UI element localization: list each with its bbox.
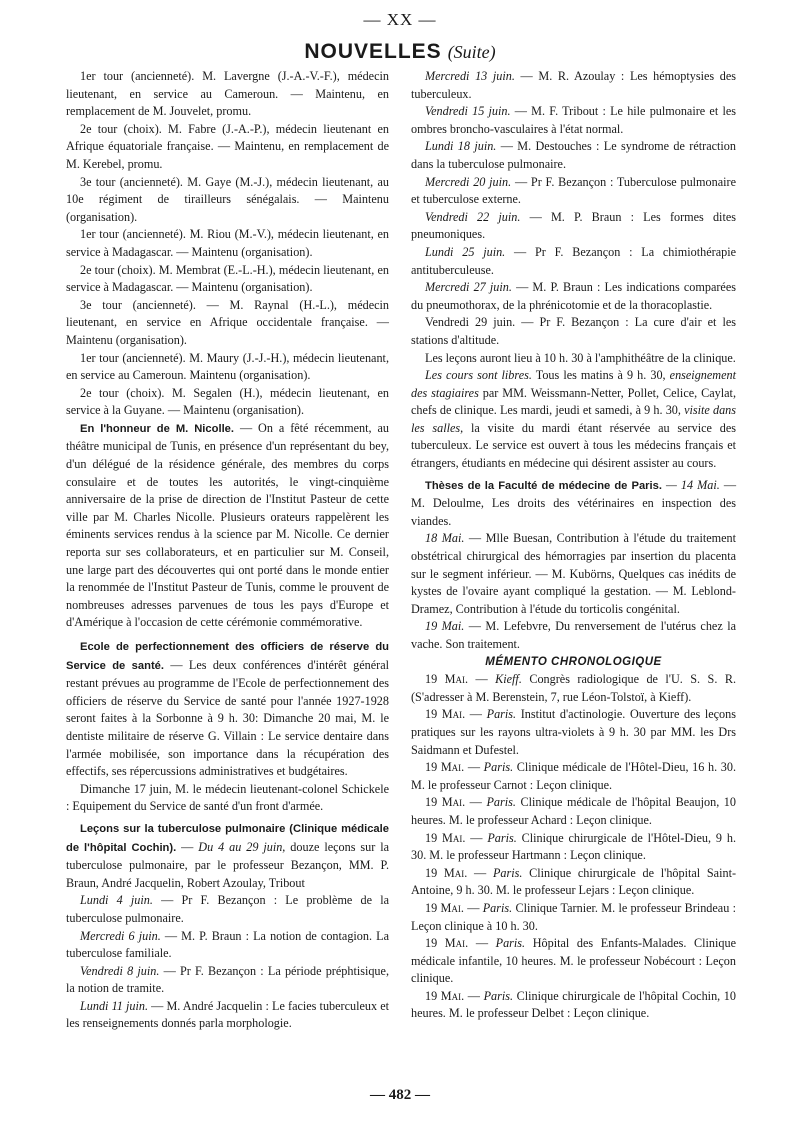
lesson-text: — Pr F. Bezançon : La période préphtisique, la notion de tramite. — [66, 963, 389, 996]
lesson-text: — Pr F. Bezançon : La chimiothérapie antituberculeuse. — [411, 244, 736, 277]
lesson-date: Vendredi 15 juin. — [425, 104, 511, 119]
memento-entry: 19 Mai. — Paris. Clinique chirurgicale de l'Hôtel-Dieu, 9 h. 30. M. le professeur Hartmann : Leçon clinique. — [411, 830, 736, 863]
memento-date: 19 Mai. — [425, 830, 466, 845]
lesson-text: — M. P. Braun : Les formes dites pneumoniques. — [411, 209, 736, 242]
memento-date: 19 Mai. — [425, 936, 469, 951]
theses-date-2: 18 Mai. — [425, 531, 465, 546]
ecole-text: — Les deux conférences d'intérêt général restant prévues au programme de l'Ecole de perfectionnement des officiers de réserve du Service de santé pour l'année 1927-1928 seront faites à la Sorbonne à 9 h. 30: Dimanche 20 mai, M. le dentiste militaire de réserve G. Villain : Le service dentaire dans l'armée mobilisée, son importance dans la récupération des effectifs, ses répercussions administratives et budgétaires. — [66, 657, 389, 779]
cochin-paragraph: Leçons sur la tuberculose pulmonaire (Clinique médicale de l'hôpital Cochin). — Du 4 au 29 juin, douze leçons sur la tuberculose pulmonaire, par le professeur Bezançon, MM. P. Braun, André Jacquelin, Robert Azoulay, Tribout — [66, 822, 389, 890]
promotion-item: 2e tour (choix). M. Segalen (H.), médecin lieutenant, en service à la Guyane. — Maintenu (organisation). — [66, 385, 389, 418]
theses-text-1: — M. Deloulme, Les droits des vétérinaires en inspection des viandes. — [411, 477, 737, 528]
memento-date: 19 Mai. — [425, 865, 468, 880]
memento-entry: 19 Mai. — Paris. Clinique médicale de l'Hôtel-Dieu, 16 h. 30. M. le professeur Carnot : Leçon clinique. — [411, 760, 737, 792]
courses-text-3: la visite du mardi étant réservée au service des tuberculeux. Le service est ouvert à tous les médecins français et étrangers, étudiants en médecine qui désirent assister au cours. — [411, 420, 736, 471]
memento-place: Paris. — [492, 865, 523, 880]
lesson-date: Mercredi 27 juin. — [425, 280, 512, 295]
memento-date: 19 Mai. — [425, 795, 466, 810]
lesson-text: — M. F. Tribout : Le hile pulmonaire et les ombres broncho-vasculaires à l'état normal. — [411, 104, 736, 136]
lesson-item — [411, 174, 736, 209]
memento-place: Paris. — [486, 795, 516, 810]
theses-heading: Thèses de la Faculté de médecine de Paris. — [425, 479, 662, 492]
ecole-paragraph-2: Dimanche 17 juin, M. le médecin lieutenant-colonel Schickele : Equipement du Service de santé d'un front d'armée. — [66, 781, 389, 814]
memento-place: Paris. — [482, 900, 513, 915]
lesson-text: — M. Destouches : Le syndrome de rétraction dans la tuberculose pulmonaire. — [411, 139, 736, 171]
memento-entry: 19 Mai. — Paris. Clinique Tarnier. M. le professeur Brindeau : Leçon clinique à 10 h. 30. — [411, 900, 736, 933]
lesson-date: Mercredi 20 juin. — [425, 174, 512, 189]
memento-place: Paris. — [486, 707, 517, 722]
memento-text: Clinique chirurgicale de l'hôpital Cochin, 10 heures. M. le professeur Delbet : Leçon clinique. — [411, 988, 736, 1021]
ecole-paragraph — [66, 638, 389, 781]
memento-text: Hôpital des Enfants-Malades. Clinique médicale infantile, 10 heures. M. le professeur Nobécourt : Leçon clinique. — [411, 936, 737, 986]
lesson-item — [411, 209, 736, 244]
memento-heading: MÉMENTO CHRONOLOGIQUE — [485, 655, 662, 668]
courses-visite: visite dans les salles, — [411, 403, 736, 435]
memento-place: Paris. — [483, 760, 514, 775]
memento-place: Paris. — [495, 936, 526, 951]
memento-text: Congrès radiologique de l'U. S. S. R. (S'adresser à M. Berenstein, 7, rue Léon-Tolstoï, à Kieff). — [411, 672, 737, 704]
promotion-item: 1er tour (ancienneté). M. Maury (J.-J.-H.), médecin lieutenant, en service au Cameroun. Maintenu (organisation). — [66, 350, 389, 383]
memento-place: Paris. — [483, 988, 514, 1003]
promotion-item: 1er tour (ancienneté). M. Riou (M.-V.), médecin lieutenant, en service à Madagascar. — Maintenu (organisation). — [66, 227, 389, 259]
lesson-item — [411, 314, 736, 349]
lesson-date: Mercredi 13 juin. — [425, 69, 515, 83]
memento-date: 19 Mai. — [425, 672, 469, 687]
theses-date-3: 19 Mai. — [425, 619, 465, 634]
lesson-item — [411, 138, 736, 173]
lessons-location: Les leçons auront lieu à 10 h. 30 à l'amphithéâtre de la clinique. — [425, 350, 736, 365]
page-number: — 482 — — [370, 1087, 430, 1103]
nicolle-text: — On a fêté récemment, au théâtre municipal de Tunis, en présence d'un représentant du bey, d'un délégué de la résidence générale, des membres du corps consulaire et de toutes les autorités, le vingt-cinquième anniversaire de la prise de direction de l'Institut Pasteur de cette ville par M. Charles Nicolle. Plusieurs orateurs rappelèrent les éminents services rendus à la science par M. Nicolle. Ce dernier reporta sur ses collaborateurs, et en particulier sur M. Conseil, une large part des découvertes qui ont porté dans le monde entier la renommée de l'Institut Pasteur de Tunis, comme le prouvent de nombreuses adresses parvenues de tous les pays d'Europe et d'Amérique à l'occasion de cette cérémonie commémorative. — [66, 420, 389, 630]
ecole-heading: Ecole de perfectionnement des officiers de réserve du Service de santé. — [66, 641, 389, 672]
left-column — [66, 68, 389, 1033]
memento-place: Kieff. — [495, 672, 522, 687]
lesson-date: Lundi 11 juin. — [80, 998, 148, 1013]
lesson-item — [411, 244, 736, 279]
lesson-text: — M. P. Braun : Les indications comparées du pneumothorax, de la phrénicotomie et de la thoracoplastie. — [411, 280, 736, 312]
lesson-item — [66, 928, 389, 963]
theses-paragraph — [411, 477, 736, 531]
lesson-text: — Pr F. Bezançon : Tuberculose pulmonaire et tuberculose externe. — [411, 174, 736, 207]
theses-text-2: — Mlle Buesan, Contribution à l'étude du traitement obstétrical chirurgical des hémorragies par insertion du placenta sur le segment inférieur. — M. Kubörns, Quelques cas inédits de kystes de l'ovaire ayant compliqué la gestation. — M. Leblond-Dramez, Contribution à l'étude du torticolis congénital. — [411, 531, 737, 616]
lesson-text: — M. André Jacquelin : Le facies tuberculeux et les renseignements donnés parla morphologie. — [66, 998, 390, 1031]
lesson-date: Vendredi 8 juin. — [80, 963, 160, 978]
lesson-item — [66, 963, 389, 998]
memento-entry: 19 Mai. — Kieff. Congrès radiologique de l'U. S. S. R. (S'adresser à M. Berenstein, 7, rue Léon-Tolstoï, à Kieff). — [411, 672, 737, 704]
memento-entry: 19 Mai. — Paris. Clinique médicale de l'hôpital Beaujon, 10 heures. M. le professeur Achard : Leçon clinique. — [411, 795, 736, 827]
lesson-date: Lundi 25 juin. — [425, 244, 506, 259]
nicolle-paragraph — [66, 420, 389, 632]
promotion-item: 2e tour (choix). M. Fabre (J.-A.-P.), médecin lieutenant en Afrique équatoriale française. — Maintenu, en remplacement de M. Kerebel, promu. — [66, 121, 389, 171]
memento-place: Paris. — [487, 830, 517, 845]
memento-date: 19 Mai. — [425, 760, 465, 775]
page-roman-numeral: — XX — — [363, 10, 437, 29]
courses-paragraph — [411, 367, 736, 473]
lesson-date: Lundi 4 juin. — [80, 893, 153, 908]
lesson-text: — Pr F. Bezançon : Le problème de la tuberculose pulmonaire. — [66, 893, 390, 925]
section-title-text: NOUVELLES — [304, 40, 442, 63]
cochin-heading: Leçons sur la tuberculose pulmonaire (Clinique médicale de l'hôpital Cochin). — [66, 822, 389, 854]
lesson-item — [66, 998, 389, 1033]
courses-stagiaires: enseignement des stagiaires — [411, 368, 736, 400]
promotion-item: 1er tour (ancienneté). M. Lavergne (J.-A.-V.-F.), médecin lieutenant, en service au Cameroun. — Maintenu, en remplacement de M. Jouvelet, promu. — [66, 69, 389, 119]
lesson-text: — M. P. Braun : La notion de contagion. La tuberculose familiale. — [66, 928, 389, 961]
memento-text: Clinique chirurgicale de l'Hôtel-Dieu, 9 h. 30. M. le professeur Hartmann : Leçon clinique. — [411, 830, 736, 863]
lesson-date: Mercredi 6 juin. — [80, 928, 161, 943]
promotion-item: 3e tour (ancienneté). — M. Raynal (H.-L.), médecin lieutenant, en service en Afrique occidentale française. — Maintenu (organisation). — [66, 297, 389, 347]
section-title-suffix: (Suite) — [447, 42, 496, 62]
memento-text: Clinique médicale de l'hôpital Beaujon, 10 heures. M. le professeur Achard : Leçon clinique. — [411, 795, 736, 827]
memento-text: Clinique Tarnier. M. le professeur Brindeau : Leçon clinique à 10 h. 30. — [411, 900, 736, 933]
courses-free: Les cours sont libres. — [425, 368, 532, 383]
cochin-dates: Du 4 au 29 juin, — [198, 839, 286, 854]
memento-entry: 19 Mai. — Paris. Clinique chirurgicale de l'hôpital Cochin, 10 heures. M. le professeur Delbet : Leçon clinique. — [411, 988, 736, 1021]
theses-date-1: — 14 Mai. — [661, 477, 720, 492]
lesson-date: Lundi 18 juin. — [425, 139, 497, 154]
courses-text-2: par MM. Weissmann-Netter, Pollet, Celice, Caylat, chefs de clinique. Les mardi, jeudi et samedi, à 9 h. 30, — [411, 385, 736, 418]
memento-date: 19 Mai. — [425, 900, 464, 915]
promotion-item: 3e tour (ancienneté). M. Gaye (M.-J.), médecin lieutenant, au 10e régiment de tirailleurs sénégalais. — Maintenu (organisation). — [66, 174, 389, 224]
lesson-text: — M. R. Azoulay : Les hémoptysies des tuberculeux. — [411, 69, 736, 101]
memento-date: 19 Mai. — [425, 988, 465, 1003]
memento-text: Clinique chirurgicale de l'hôpital Saint-Antoine, 9 h. 30. M. le professeur Lejars : Leçon clinique. — [411, 865, 737, 898]
memento-text: Clinique médicale de l'Hôtel-Dieu, 16 h. 30. M. le professeur Carnot : Leçon clinique. — [411, 760, 737, 792]
lesson-item — [411, 279, 736, 314]
memento-entry: 19 Mai. — Paris. Clinique chirurgicale de l'hôpital Saint-Antoine, 9 h. 30. M. le professeur Lejars : Leçon clinique. — [411, 865, 737, 898]
nicolle-heading: En l'honneur de M. Nicolle. — [80, 422, 235, 435]
promotion-item: 2e tour (choix). M. Membrat (E.-L.-H.), médecin lieutenant, en service à Madagascar. — Maintenu (organisation). — [66, 262, 389, 295]
theses-paragraph-3 — [411, 618, 736, 653]
memento-date: 19 Mai. — [425, 707, 466, 722]
section-title — [0, 40, 800, 64]
right-column — [411, 68, 736, 1023]
theses-text-3: — M. Lefebvre, Du renversement de l'utérus chez la vache. Son traitement. — [411, 619, 737, 651]
lesson-text: Vendredi 29 juin. — Pr F. Bezançon : La cure d'air et les stations d'altitude. — [411, 315, 736, 347]
lesson-item — [411, 103, 736, 138]
courses-text: Tous les matins à 9 h. 30, — [531, 368, 670, 383]
memento-entry: 19 Mai. — Paris. Hôpital des Enfants-Malades. Clinique médicale infantile, 10 heures. M. le professeur Nobécourt : Leçon clinique. — [411, 936, 737, 986]
lesson-item — [411, 68, 736, 103]
theses-paragraph-2 — [411, 530, 736, 618]
lesson-item — [66, 892, 389, 927]
memento-entry: 19 Mai. — Paris. Institut d'actinologie. Ouverture des leçons pratiques sur les rayons ultra-violets à 9 h. 30 par MM. les Drs Saidmann et Dufestel. — [411, 707, 736, 757]
lesson-date: Vendredi 22 juin. — [425, 209, 521, 224]
memento-text: Institut d'actinologie. Ouverture des leçons pratiques sur les rayons ultra-violets à 9 h. 30 par MM. les Drs Saidmann et Dufestel. — [411, 707, 736, 757]
cochin-text: douze leçons sur la tuberculose pulmonaire, par le professeur Bezançon, MM. P. Braun, André Jacquelin, Robert Azoulay, Tribout — [66, 839, 389, 890]
